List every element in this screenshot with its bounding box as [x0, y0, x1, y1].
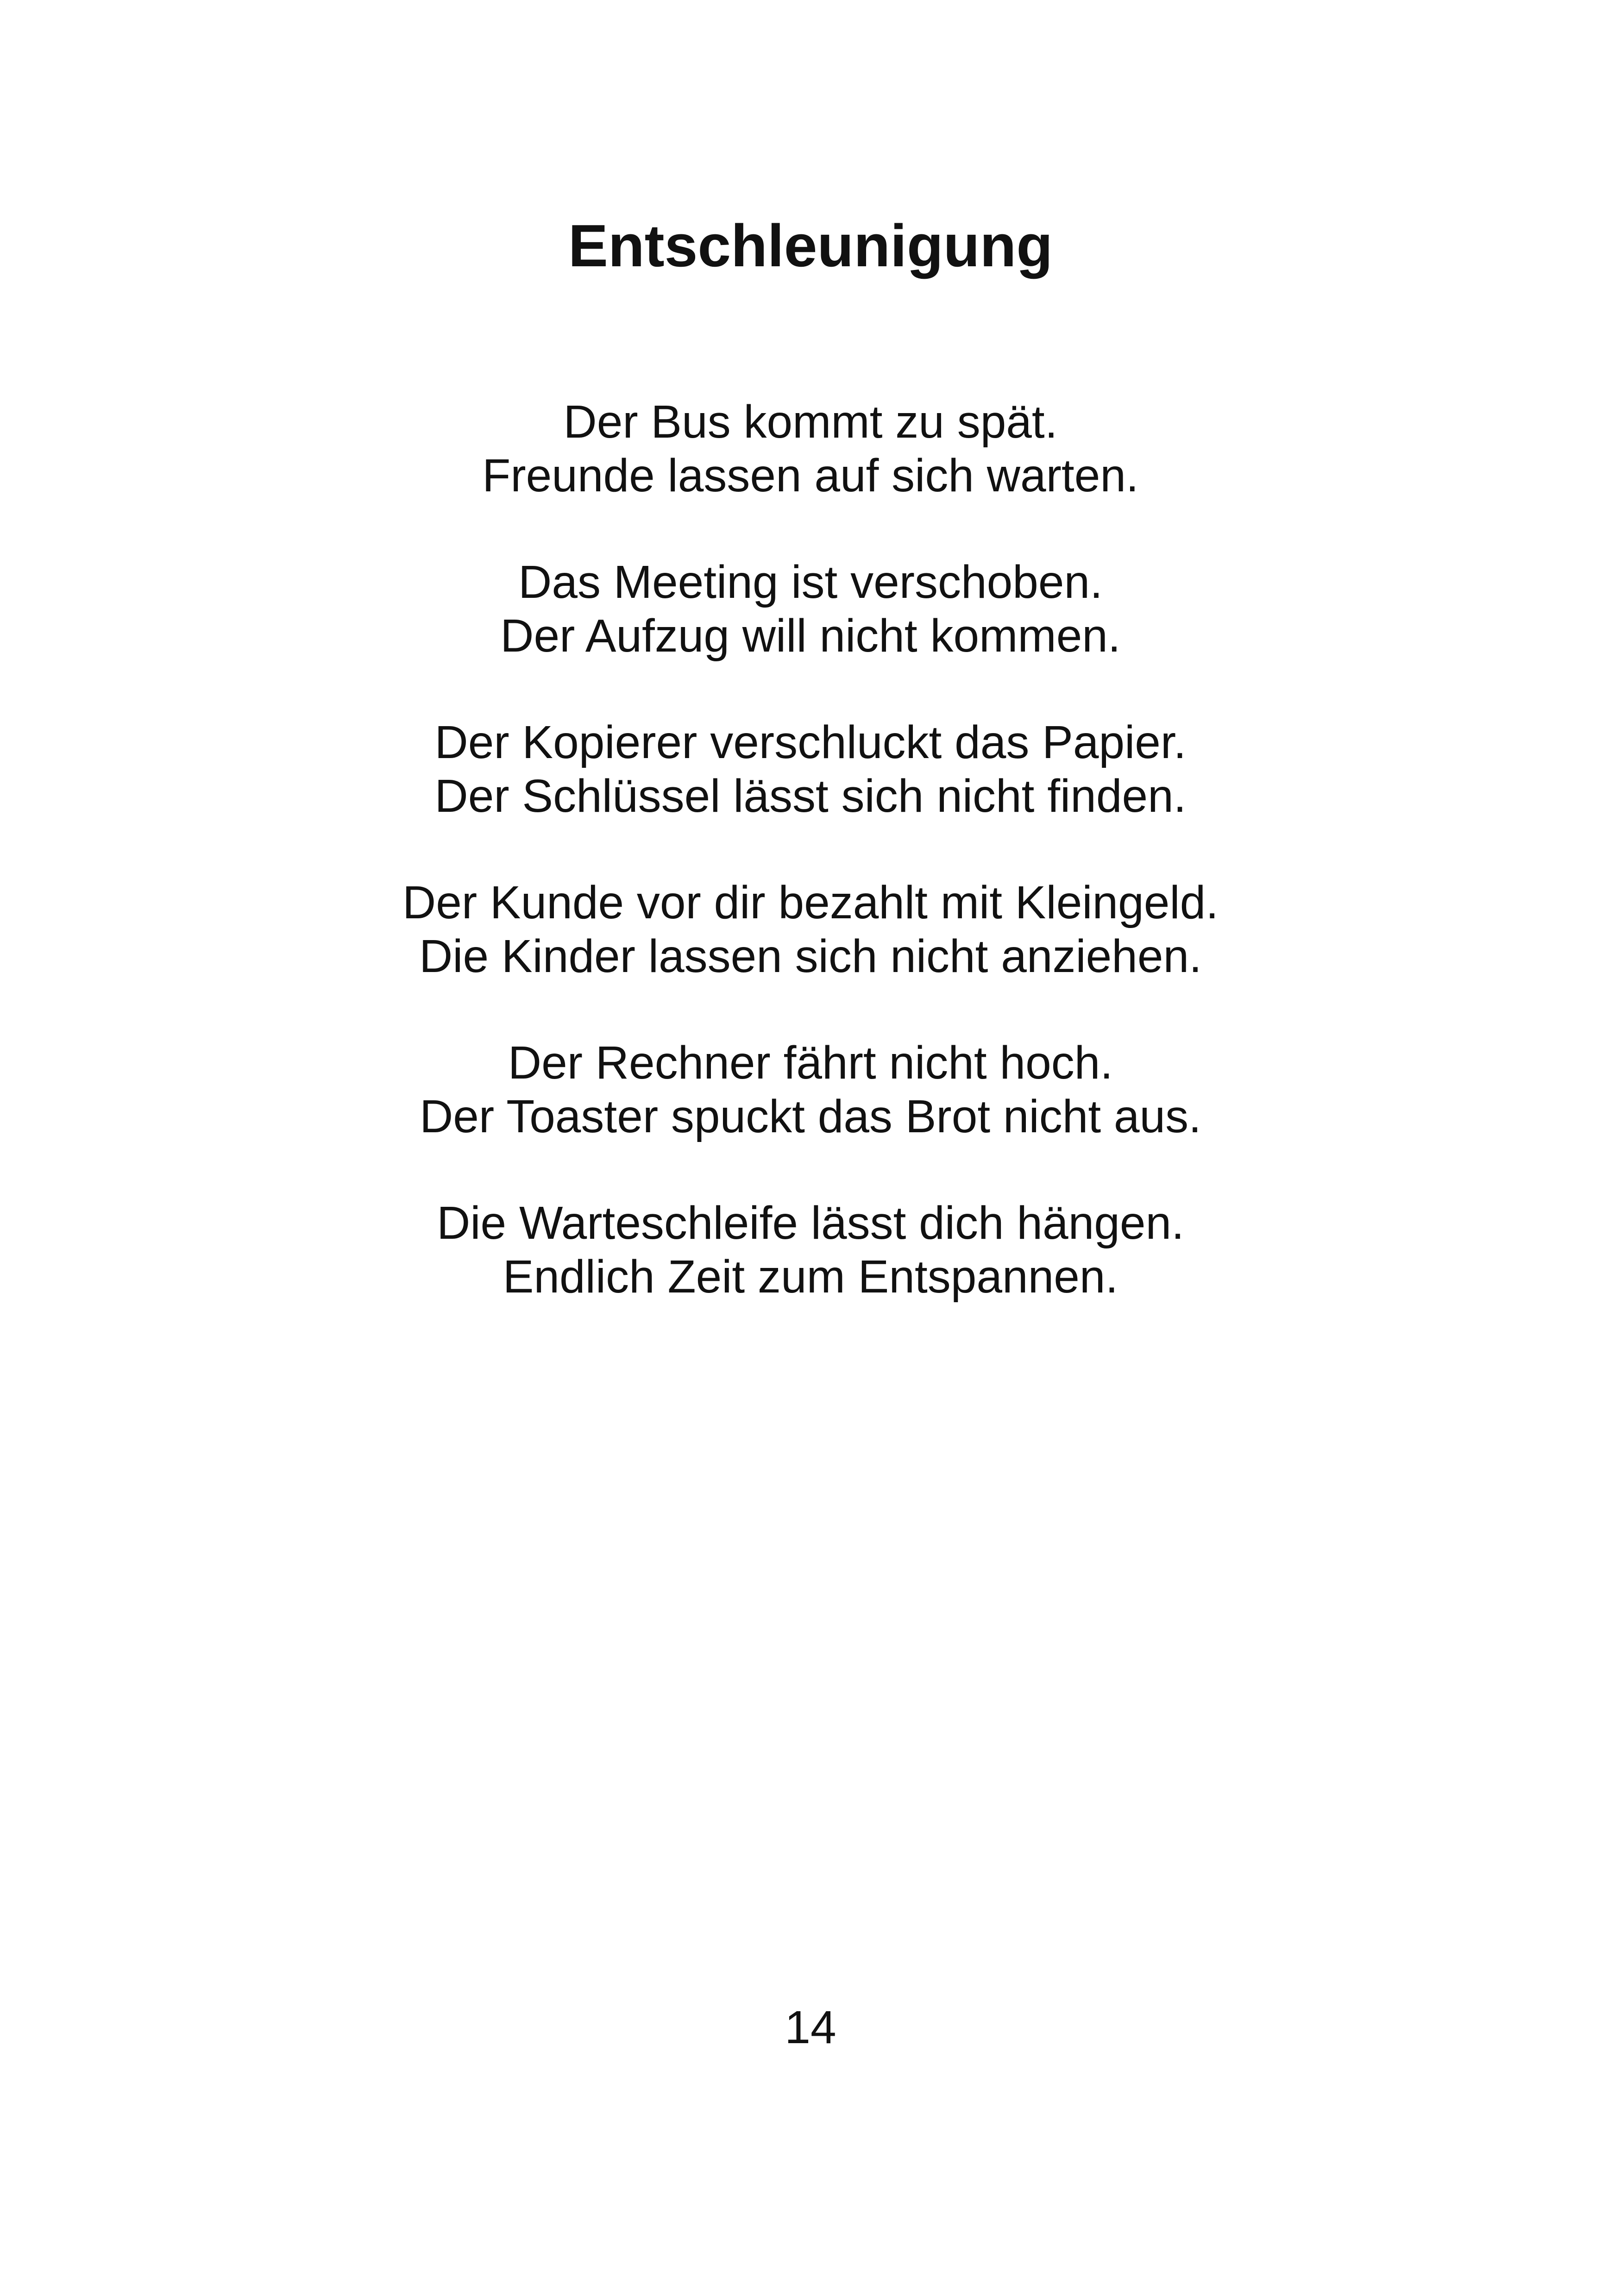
poem-line: Der Bus kommt zu spät.	[563, 396, 1058, 448]
poem-line: Der Kopierer verschluckt das Papier.	[434, 716, 1187, 768]
page-number: 14	[785, 2001, 836, 2053]
poem-line: Die Kinder lassen sich nicht anziehen.	[419, 930, 1202, 982]
stanza	[0, 395, 1621, 502]
poem-line: Der Aufzug will nicht kommen.	[500, 610, 1121, 662]
poem-line: Der Kunde vor dir bezahlt mit Kleingeld.	[402, 877, 1219, 928]
poem-line: Der Schlüssel lässt sich nicht finden.	[434, 770, 1187, 822]
poem-line: Endlich Zeit zum Entspannen.	[503, 1251, 1118, 1303]
poem-body	[0, 395, 1621, 1356]
poem-line: Der Toaster spuckt das Brot nicht aus.	[420, 1091, 1201, 1142]
stanza	[0, 1196, 1621, 1304]
stanza	[0, 715, 1621, 823]
stanza	[0, 555, 1621, 663]
poem-line: Freunde lassen auf sich warten.	[482, 450, 1139, 502]
stanza	[0, 1036, 1621, 1143]
poem-line: Das Meeting ist verschoben.	[518, 556, 1103, 608]
poem-line: Die Warteschleife lässt dich hängen.	[437, 1197, 1184, 1249]
stanza	[0, 876, 1621, 983]
poem-line: Der Rechner fährt nicht hoch.	[508, 1037, 1113, 1089]
poem-title: Entschleunigung	[568, 213, 1053, 279]
